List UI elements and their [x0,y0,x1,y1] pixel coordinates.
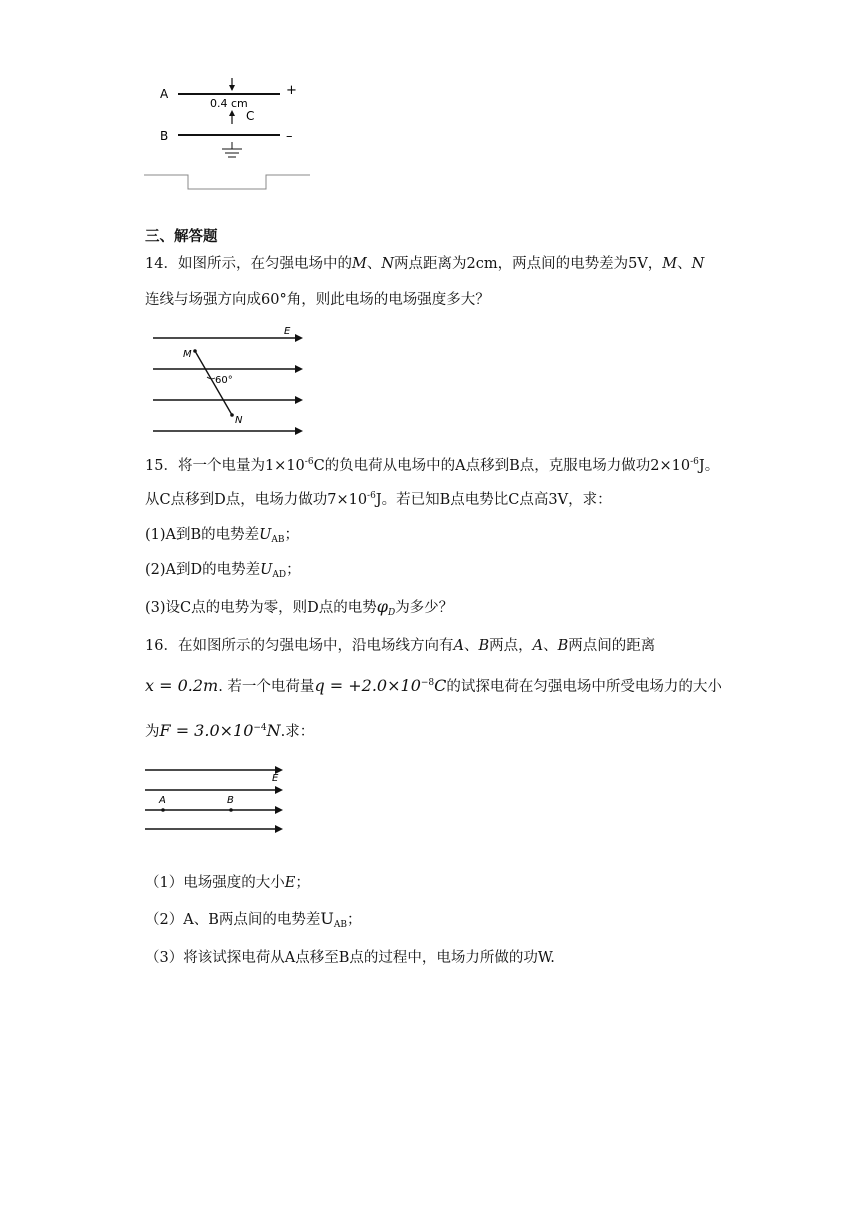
point-a [161,808,165,812]
fig13-label-c: C [246,109,255,123]
fig13-distance: 0.4 cm [210,97,248,110]
point-m [193,349,197,353]
field16-arrowhead-3 [275,806,283,814]
field-figure-14 [145,322,305,437]
x-equation: x = 0.2m [145,676,219,695]
q-equation: $q = +2.0\times 10^{-8}C$ [314,676,447,695]
f-equation: $F = 3.0\times 10^{-4}N$ [159,721,281,740]
q16-line-3: 为$F = 3.0\times 10^{-4}N$.求： [145,721,315,740]
q16-line-1: 16．在如图所示的匀强电场中，沿电场线方向有A、B两点，A、B两点间的距离 [145,638,656,654]
q14-number: 14． [145,256,178,272]
capacitor-figure [140,70,320,195]
q15-line-2: 从C点移到D点，电场力做功$7\times 10^{-6}J$。若已知B点电势比C点高3V，求： [145,491,612,508]
q16-sub-3: （3）将该试探电荷从A点移至B点的过程中，电场力所做的功W. [145,950,555,966]
field-arrowhead-3 [295,396,303,404]
fig14-label-e: E [284,326,291,337]
fig16-label-b: B [227,795,234,806]
field-arrowhead-1 [295,334,303,342]
fig14-label-n: N [235,415,243,426]
q14-line-2: 连线与场强方向成60°角，则此电场的电场强度多大？ [145,292,490,308]
q15-part-1: (1)A到B的电势差$U_{AB}$； [145,527,300,545]
q15-part-3: (3)设C点的电势为零，则D点的电势$\varphi_D$为多少？ [145,597,454,618]
q15-line-1: 15．将一个电量为$1\times 10^{-6}C$的负电荷从电场中的A点移到B点，克服电场力做功$2\times 10^{-6}J$。 [145,457,720,474]
point-n [230,413,234,417]
field16-arrowhead-2 [275,786,283,794]
fig16-label-a: A [159,795,166,806]
q14-line-1: 14．如图所示，在匀强电场中的M、N两点距离为2cm，两点间的电势差为5V，M、N [145,256,705,272]
section-title: 三、解答题 [145,228,218,245]
fig14-angle: 60° [215,375,233,386]
q15-part-2: (2)A到D的电势差$U_{AD}$； [145,562,301,580]
field16-arrowhead-4 [275,825,283,833]
field-arrowhead-4 [295,427,303,435]
arrow-down-head [229,85,235,91]
fig13-plus: + [286,83,297,98]
fig13-minus: – [286,129,293,144]
fig13-label-b: B [160,129,169,143]
arrow-up-head [229,110,235,116]
q16-line-2: x = 0.2m. 若一个电荷量$q = +2.0\times 10^{-8}C$的试探电荷在匀强电场中所受电场力的大小 [145,676,722,695]
field-figure-16 [143,762,288,837]
figure-crop-border [144,175,310,189]
field-arrowhead-2 [295,365,303,373]
q16-sub-1: （1）电场强度的大小E； [145,875,310,891]
fig16-label-e: E [272,773,279,784]
q16-sub-2: （2）A、B两点间的电势差$U_{AB}$； [145,909,362,930]
point-b [229,808,233,812]
fig14-label-m: M [183,349,192,360]
fig13-label-a: A [160,87,169,101]
